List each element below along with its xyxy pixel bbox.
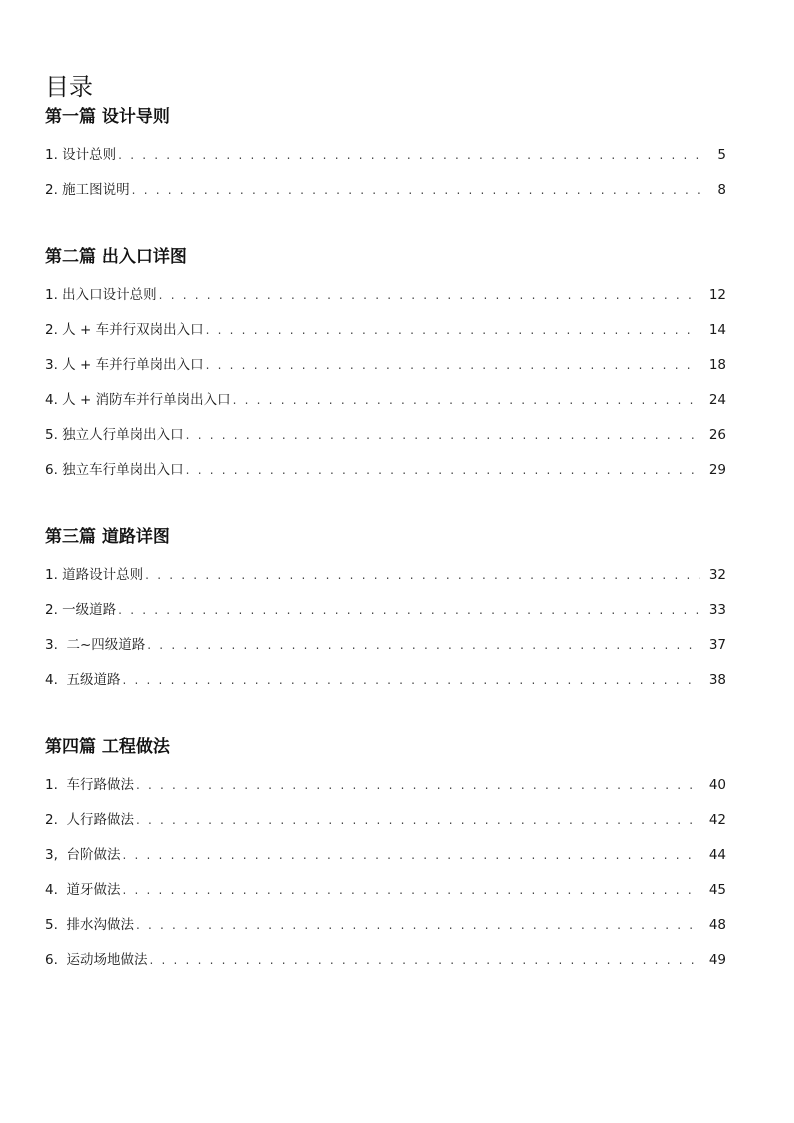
toc-entry[interactable] — [45, 138, 726, 173]
toc-entry-label: 1. 出入口设计总则 — [45, 287, 157, 303]
toc-entry-label: 2. 施工图说明 — [45, 182, 130, 198]
toc-entry[interactable] — [45, 383, 726, 418]
dot-leader — [186, 418, 700, 453]
table-of-contents — [45, 72, 726, 1014]
toc-section — [45, 524, 726, 698]
toc-entry-label: 4. 五级道路 — [45, 672, 121, 688]
toc-entry-label: 4. 道牙做法 — [45, 882, 121, 898]
toc-entry-label: 2. 人行路做法 — [45, 812, 134, 828]
dot-leader — [136, 768, 700, 803]
toc-section — [45, 104, 726, 208]
toc-entry-label: 2. 人 + 车并行双岗出入口 — [45, 322, 204, 338]
toc-entry-page-number: 26 — [708, 427, 726, 443]
toc-entry-label: 5. 排水沟做法 — [45, 917, 134, 933]
toc-entry-label: 3. 人 + 车并行单岗出入口 — [45, 357, 204, 373]
toc-entry-page-number: 48 — [708, 917, 726, 933]
toc-entry-page-number: 49 — [708, 952, 726, 968]
dot-leader — [136, 803, 700, 838]
toc-entry-page-number: 33 — [708, 602, 726, 618]
toc-entry[interactable] — [45, 628, 726, 663]
dot-leader — [118, 138, 700, 173]
dot-leader — [122, 838, 700, 873]
toc-entry[interactable] — [45, 418, 726, 453]
toc-entry[interactable] — [45, 278, 726, 313]
dot-leader — [122, 873, 700, 908]
toc-entry[interactable] — [45, 173, 726, 208]
toc-entry-page-number: 40 — [708, 777, 726, 793]
toc-entry-page-number: 37 — [708, 637, 726, 653]
toc-entry-label: 1. 道路设计总则 — [45, 567, 144, 583]
toc-entry-page-number: 8 — [717, 182, 726, 198]
dot-leader — [132, 173, 700, 208]
toc-entry[interactable] — [45, 663, 726, 698]
toc-entry[interactable] — [45, 803, 726, 838]
toc-entry[interactable] — [45, 873, 726, 908]
toc-entry[interactable] — [45, 313, 726, 348]
toc-entry-page-number: 44 — [708, 847, 726, 863]
toc-entry[interactable] — [45, 943, 726, 978]
section-heading: 第一篇 设计导则 — [45, 107, 170, 127]
toc-entry-label: 4. 人 + 消防车并行单岗出入口 — [45, 392, 231, 408]
toc-entry-label: 5. 独立人行单岗出入口 — [45, 427, 184, 443]
toc-entry-page-number: 14 — [708, 322, 726, 338]
dot-leader — [118, 593, 700, 628]
dot-leader — [233, 383, 700, 418]
dot-leader — [206, 348, 700, 383]
toc-entry-page-number: 12 — [708, 287, 726, 303]
toc-entry-label: 6. 独立车行单岗出入口 — [45, 462, 184, 478]
toc-entry[interactable] — [45, 453, 726, 488]
section-heading: 第三篇 道路详图 — [45, 527, 170, 547]
toc-entry-label: 1. 车行路做法 — [45, 777, 134, 793]
dot-leader — [136, 908, 700, 943]
toc-entry-page-number: 32 — [708, 567, 726, 583]
toc-entry-page-number: 18 — [708, 357, 726, 373]
toc-entry[interactable] — [45, 593, 726, 628]
toc-section — [45, 244, 726, 488]
toc-entry[interactable] — [45, 768, 726, 803]
toc-entry-page-number: 38 — [708, 672, 726, 688]
dot-leader — [149, 943, 700, 978]
toc-entry[interactable] — [45, 908, 726, 943]
toc-entry-label: 2. 一级道路 — [45, 602, 117, 618]
dot-leader — [186, 453, 700, 488]
dot-leader — [206, 313, 700, 348]
section-heading: 第四篇 工程做法 — [45, 737, 170, 757]
dot-leader — [159, 278, 700, 313]
toc-entry-label: 1. 设计总则 — [45, 147, 117, 163]
toc-entry-page-number: 45 — [708, 882, 726, 898]
toc-entry-page-number: 5 — [717, 147, 726, 163]
toc-entry-label: 6. 运动场地做法 — [45, 952, 148, 968]
toc-sections — [45, 104, 726, 978]
dot-leader — [147, 628, 700, 663]
toc-entry[interactable] — [45, 838, 726, 873]
toc-entry-page-number: 24 — [708, 392, 726, 408]
toc-entry[interactable] — [45, 558, 726, 593]
dot-leader — [122, 663, 700, 698]
toc-entry[interactable] — [45, 348, 726, 383]
dot-leader — [145, 558, 700, 593]
toc-section — [45, 734, 726, 978]
toc-entry-label: 3. 二~四级道路 — [45, 637, 146, 653]
toc-entry-page-number: 42 — [708, 812, 726, 828]
toc-title: 目录 — [45, 73, 93, 101]
section-heading: 第二篇 出入口详图 — [45, 247, 187, 267]
toc-entry-label: 3, 台阶做法 — [45, 847, 121, 863]
toc-entry-page-number: 29 — [708, 462, 726, 478]
